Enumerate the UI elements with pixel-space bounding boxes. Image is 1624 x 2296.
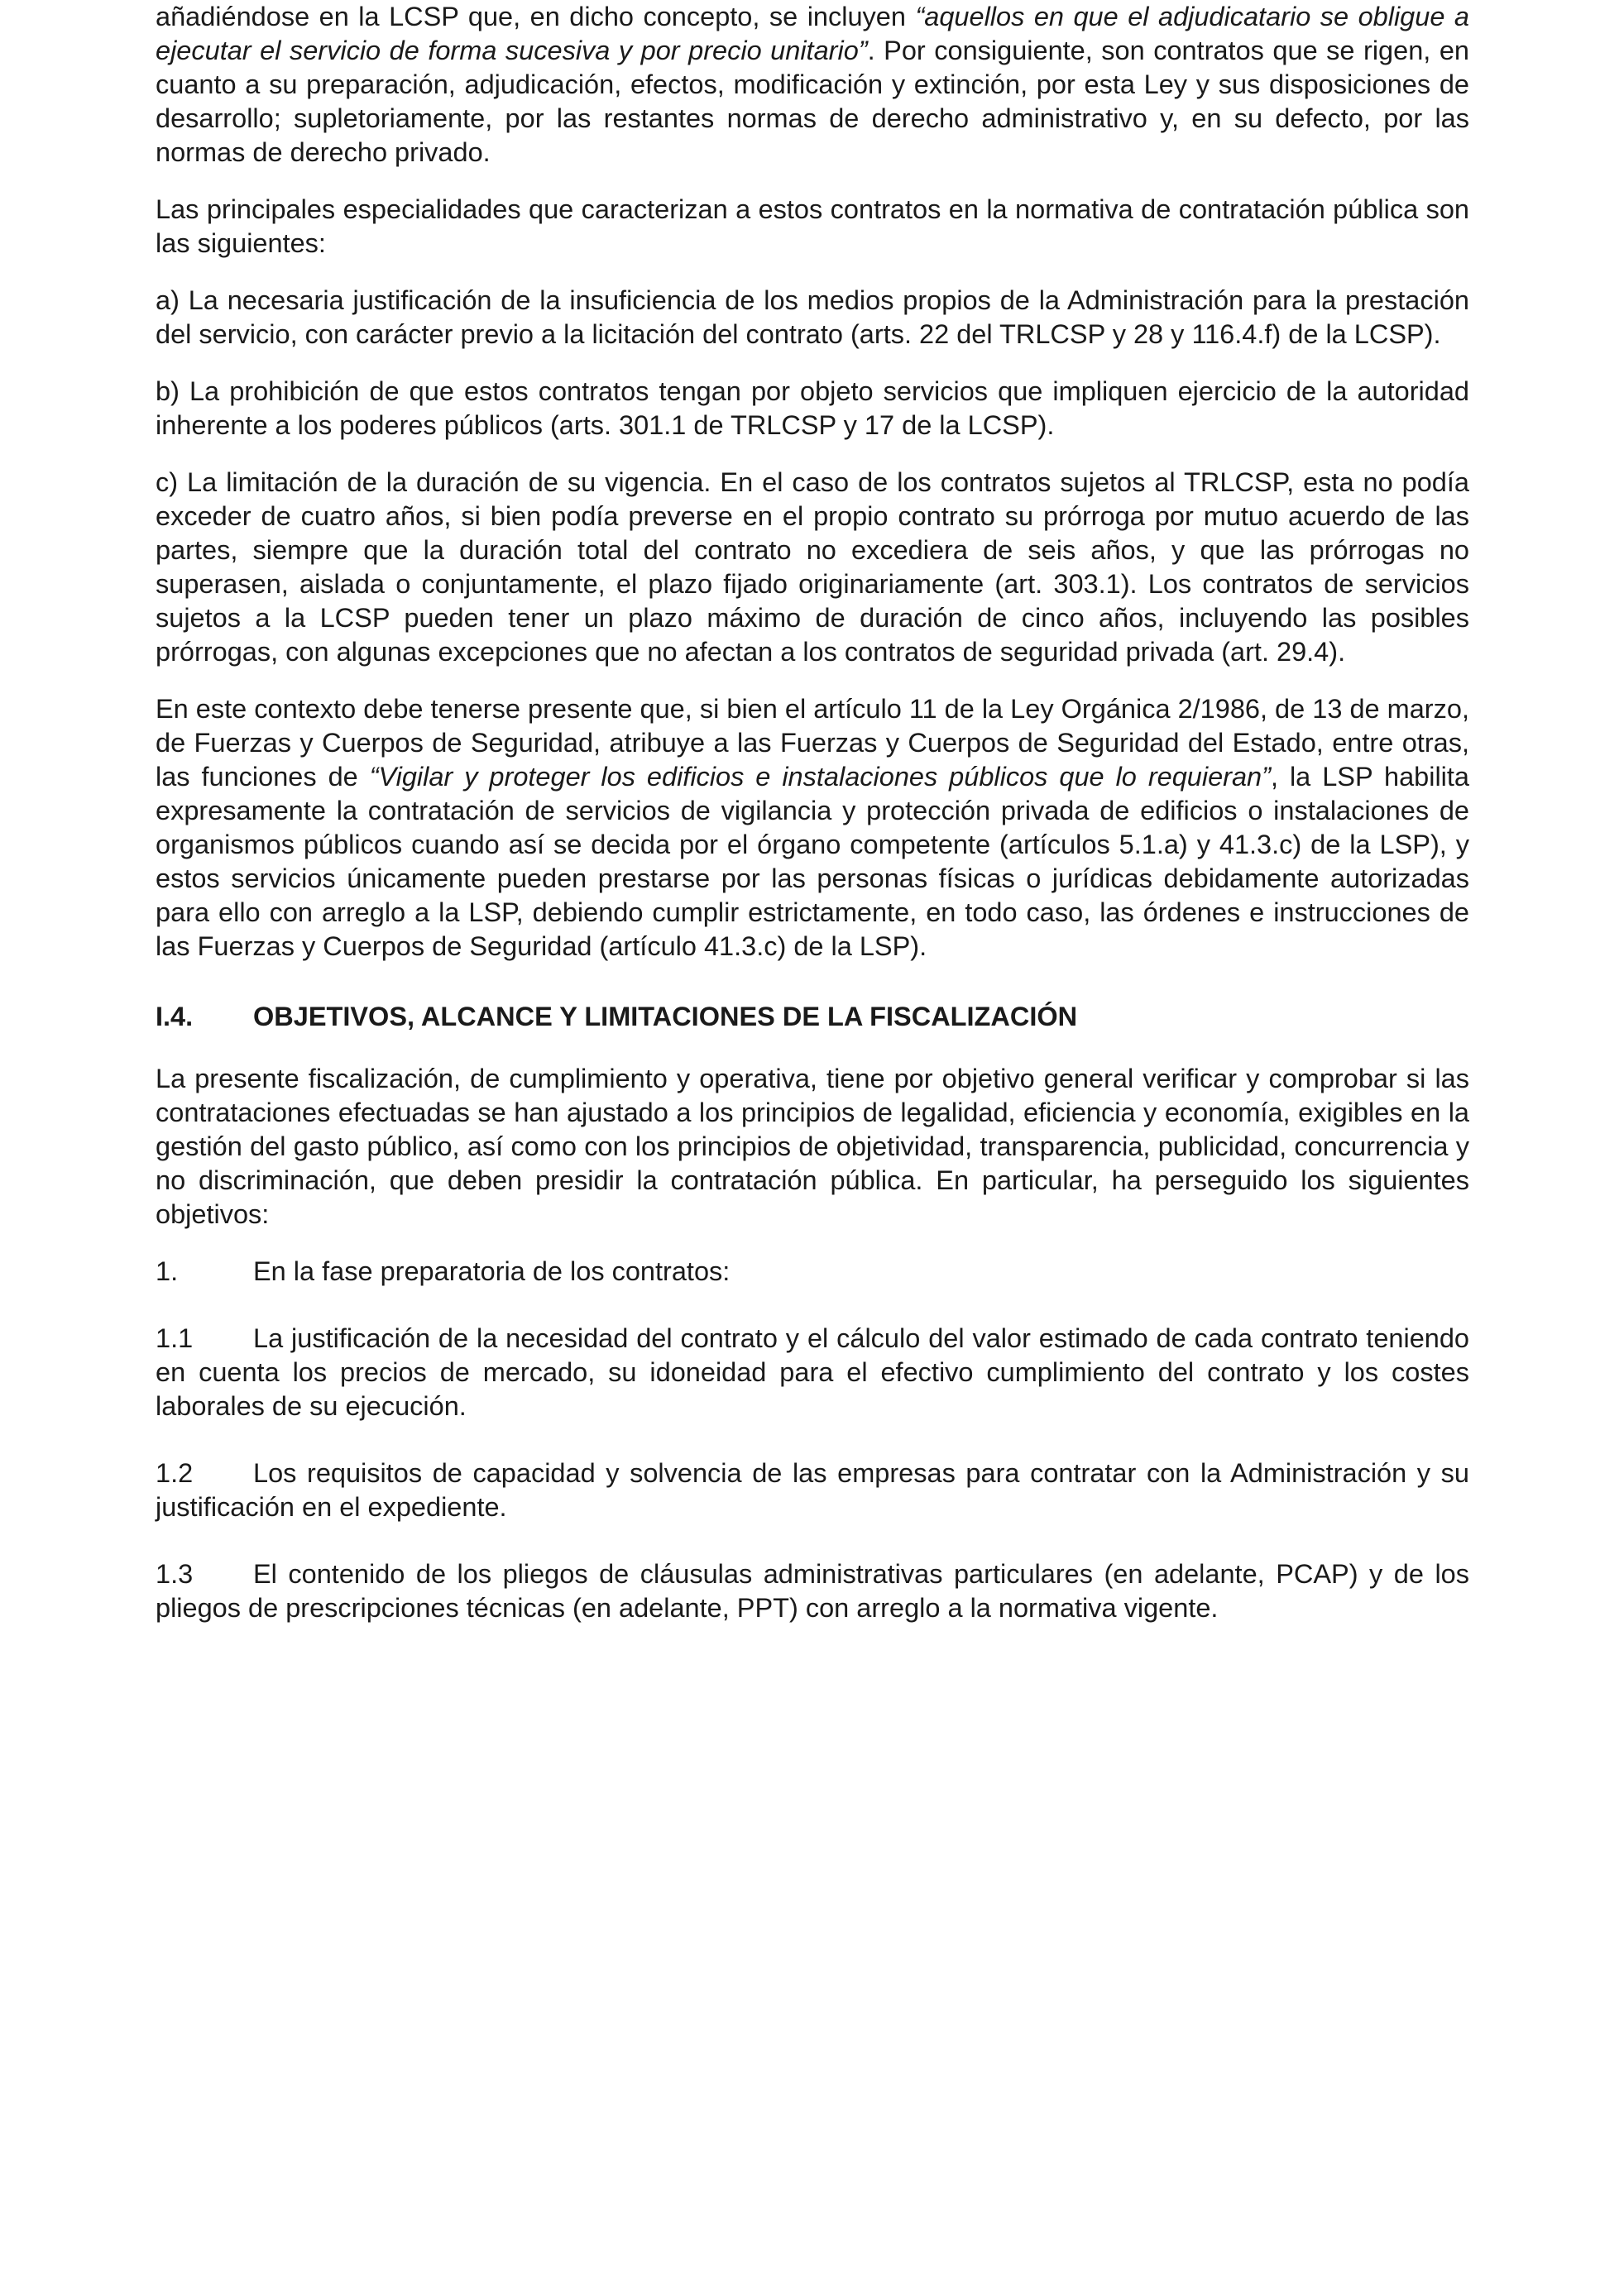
paragraph-item-a: a) La necesaria justificación de la insuficiencia de los medios propios de la Administración para la prestación del servicio, con carácter previo a la licitación del contrato (arts. 22 del TRLCSP y 28 y 116.4.f) de la LCSP). (156, 285, 1469, 349)
list-item-number: 1. (156, 1256, 179, 1286)
list-item-number: 1.3 (156, 1559, 194, 1589)
paragraph-text: , la LSP habilita expresamente la contratación de servicios de vigilancia y protección privada de edificios o instalaciones de organismos públicos cuando así se decida por el órgano competente (artículos 5.1.a) y 41.3.c) de la LSP), y estos servicios únicamente pueden prestarse por las personas físicas o jurídicas debidamente autorizadas para ello con arreglo a la LSP, debiendo cumplir estrictamente, en todo caso, las órdenes e instrucciones de las Fuerzas y Cuerpos de Seguridad (artículo 41.3.c) de la LSP). (156, 762, 1470, 961)
paragraph-text: En este contexto debe tenerse presente que, si bien el artículo 11 de la Ley Orgánica 2/1986, de 13 de marzo, de Fuerzas y Cuerpos de Seguridad, atribuye a las Fuerzas y Cuerpos de Seguridad del Estado, entre otras, las funciones de (156, 694, 1469, 792)
list-item-text: En la fase preparatoria de los contratos: (253, 1256, 731, 1286)
paragraph-item-c: c) La limitación de la duración de su vigencia. En el caso de los contratos sujetos al TRLCSP, esta no podía exceder de cuatro años, si bien podía preverse en el propio contrato su prórroga por mutuo acuerdo de las partes, siempre que la duración total del contrato no excediera de seis años, y que las prórrogas no superasen, aislada o conjuntamente, el plazo fijado originariamente (art. 303.1). Los contratos de servicios sujetos a la LCSP pueden tener un plazo máximo de duración de cinco años, incluyendo las posibles prórrogas, con algunas excepciones que no afectan a los contratos de seguridad privada (art. 29.4). (156, 467, 1469, 667)
quotation-text: “Vigilar y proteger los edificios e instalaciones públicos que lo requieran” (369, 762, 1271, 792)
list-item-text: El contenido de los pliegos de cláusulas administrativas particulares (en adelante, PCAP) y de los pliegos de prescripciones técnicas (en adelante, PPT) con arreglo a la normativa vigente. (156, 1559, 1469, 1623)
paragraph-objectives-intro: La presente fiscalización, de cumplimiento y operativa, tiene por objetivo general verificar y comprobar si las contrataciones efectuadas se han ajustado a los principios de legalidad, eficiencia y economía, exigibles en la gestión del gasto público, así como con los principios de objetividad, transparencia, publicidad, concurrencia y no discriminación, que deben presidir la contratación pública. En particular, ha perseguido los siguientes objetivos: (156, 1064, 1469, 1229)
list-item (156, 1255, 1469, 1289)
list-item-number: 1.1 (156, 1323, 194, 1353)
list-item (156, 1322, 1469, 1423)
list-item-number: 1.2 (156, 1458, 194, 1488)
quotation-text: “aquellos en que el adjudicatario se obligue a ejecutar el servicio de forma sucesiva y por precio unitario” (156, 2, 1469, 65)
paragraph-text: añadiéndose en la LCSP que, en dicho concepto, se incluyen (156, 2, 916, 31)
section-number: I.4. (156, 1002, 194, 1031)
section-title: OBJETIVOS, ALCANCE Y LIMITACIONES DE LA FISCALIZACIÓN (253, 1002, 1078, 1031)
paragraph-contract-definition (156, 0, 1469, 170)
list-item-text: Los requisitos de capacidad y solvencia de las empresas para contratar con la Administración y su justificación en el expediente. (156, 1458, 1469, 1522)
paragraph-text: . Por consiguiente, son contratos que se rigen, en cuanto a su preparación, adjudicación, efectos, modificación y extinción, por esta Ley y sus disposiciones de desarrollo; supletoriamente, por las restantes normas de derecho administrativo y, en su defecto, por las normas de derecho privado. (156, 36, 1469, 167)
section-heading (156, 1000, 1469, 1034)
list-item (156, 1557, 1469, 1625)
list-item (156, 1457, 1469, 1524)
paragraph-item-b: b) La prohibición de que estos contratos tengan por objeto servicios que impliquen ejercicio de la autoridad inherente a los poderes públicos (arts. 301.1 de TRLCSP y 17 de la LCSP). (156, 376, 1469, 440)
paragraph-specialties-intro: Las principales especialidades que caracterizan a estos contratos en la normativa de contratación pública son las siguientes: (156, 194, 1469, 258)
document-page (156, 0, 1469, 1648)
paragraph-security-context (156, 692, 1469, 964)
list-item-text: La justificación de la necesidad del contrato y el cálculo del valor estimado de cada contrato teniendo en cuenta los precios de mercado, su idoneidad para el efectivo cumplimiento del contrato y los costes laborales de su ejecución. (156, 1323, 1469, 1421)
